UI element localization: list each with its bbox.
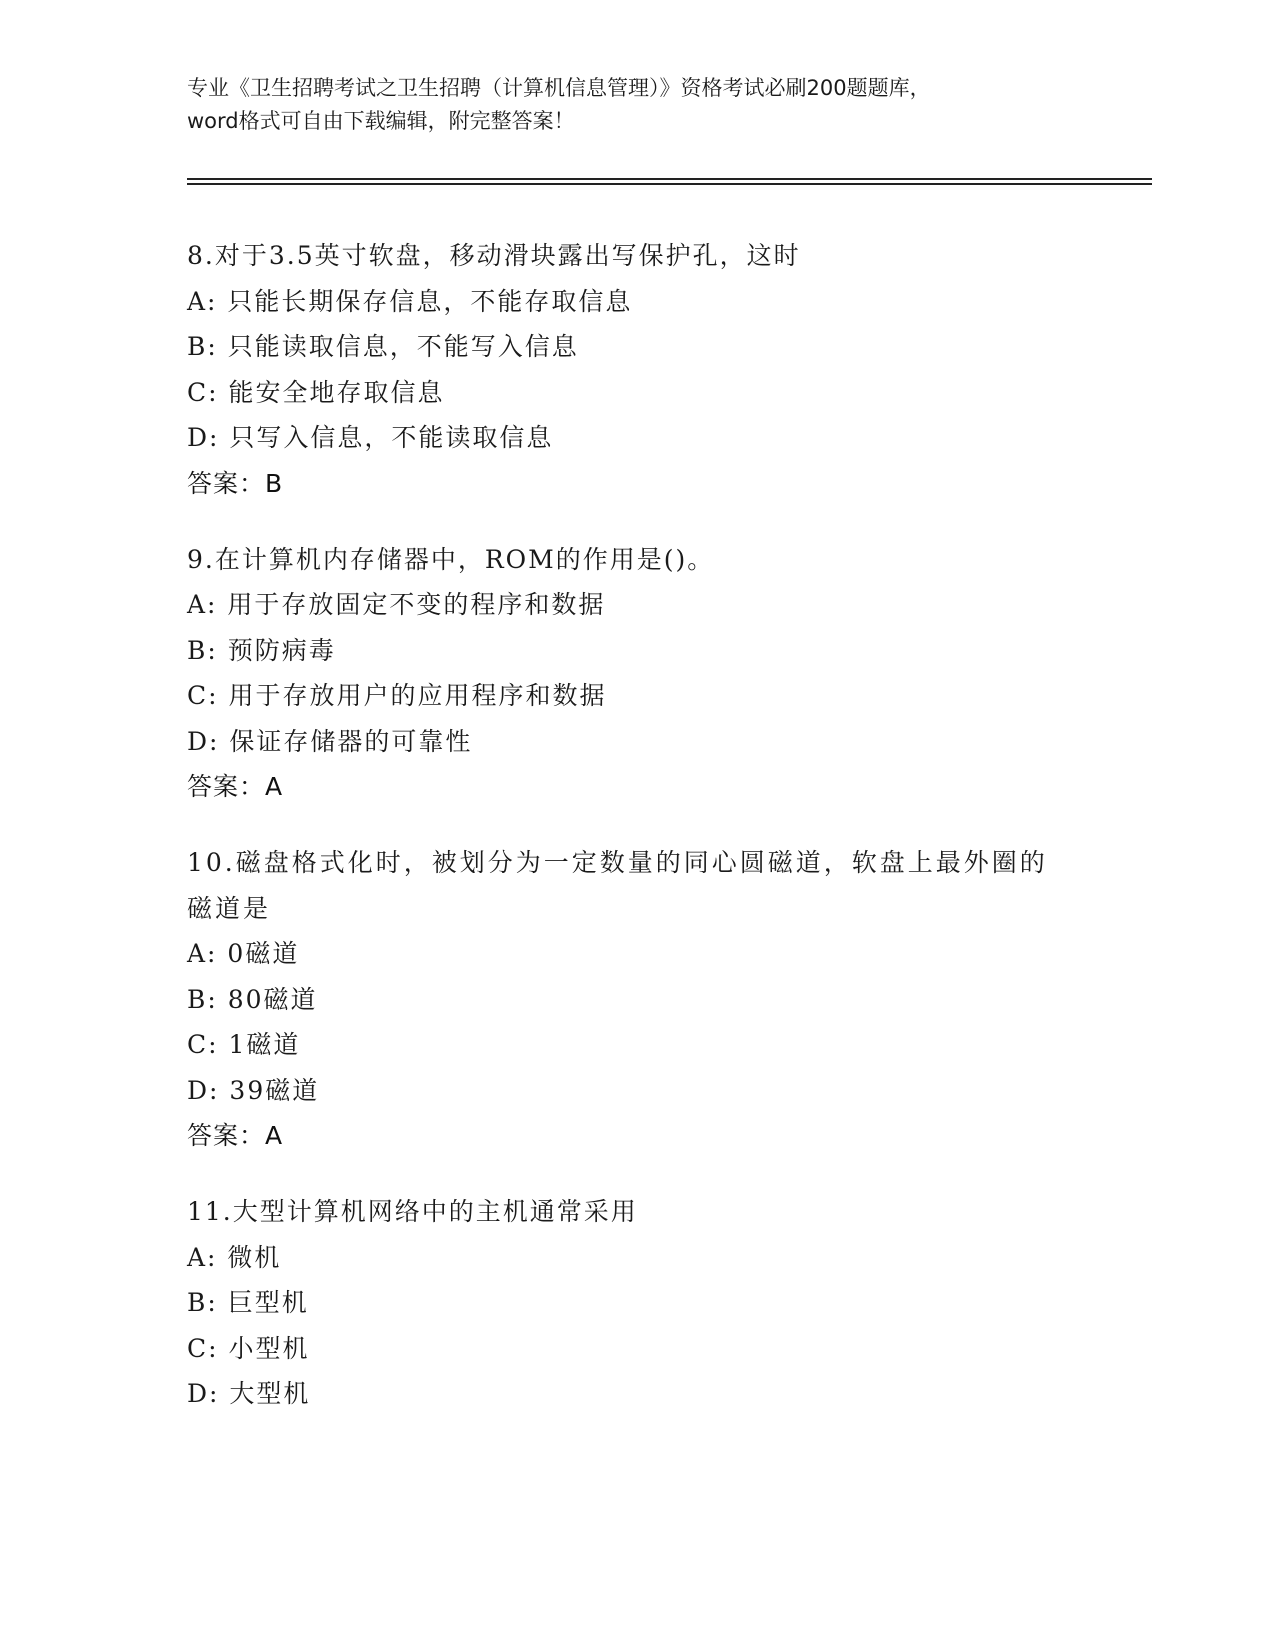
option-b: B: 巨型机 [187, 1288, 309, 1317]
option-c: C: 1磁道 [187, 1030, 301, 1059]
answer-text: 答案：A [187, 772, 284, 801]
option-d: D: 保证存储器的可靠性 [187, 726, 473, 756]
option-d: D: 大型机 [187, 1379, 311, 1408]
header-line-2: word格式可自由下载编辑，附完整答案！ [187, 109, 575, 133]
question-11 [187, 1189, 1087, 1417]
header-line-1: 专业《卫生招聘考试之卫生招聘（计算机信息管理）》资格考试必刷200题题库， [187, 76, 931, 100]
option-b: B: 预防病毒 [187, 635, 336, 665]
option-c: C: 用于存放用户的应用程序和数据 [187, 681, 607, 710]
header-divider-bottom [187, 183, 1152, 185]
option-b: B: 80磁道 [187, 984, 318, 1014]
option-d: D: 39磁道 [187, 1075, 320, 1105]
header-divider-top [187, 178, 1152, 180]
option-a: A: 微机 [187, 1242, 282, 1272]
question-text: 10.磁盘格式化时，被划分为一定数量的同心圆磁道，软盘上最外圈的磁道是 [187, 848, 1048, 923]
question-text: 8.对于3.5英寸软盘，移动滑块露出写保护孔，这时 [187, 241, 801, 270]
option-c: C: 能安全地存取信息 [187, 377, 445, 407]
document-header [187, 72, 1087, 138]
option-a: A: 0磁道 [187, 939, 300, 968]
question-text: 11.大型计算机网络中的主机通常采用 [187, 1197, 638, 1226]
option-a: A: 用于存放固定不变的程序和数据 [187, 590, 606, 619]
question-8 [187, 233, 1087, 507]
option-d: D: 只写入信息，不能读取信息 [187, 423, 554, 452]
question-list [187, 233, 1087, 1447]
answer-text: 答案：B [187, 468, 284, 498]
option-a: A: 只能长期保存信息，不能存取信息 [187, 286, 633, 316]
option-b: B: 只能读取信息，不能写入信息 [187, 332, 579, 361]
answer-text: 答案：A [187, 1121, 284, 1150]
question-10 [187, 840, 1087, 1159]
question-text: 9.在计算机内存储器中，ROM的作用是()。 [187, 544, 715, 574]
option-c: C: 小型机 [187, 1333, 310, 1363]
question-9 [187, 537, 1087, 811]
